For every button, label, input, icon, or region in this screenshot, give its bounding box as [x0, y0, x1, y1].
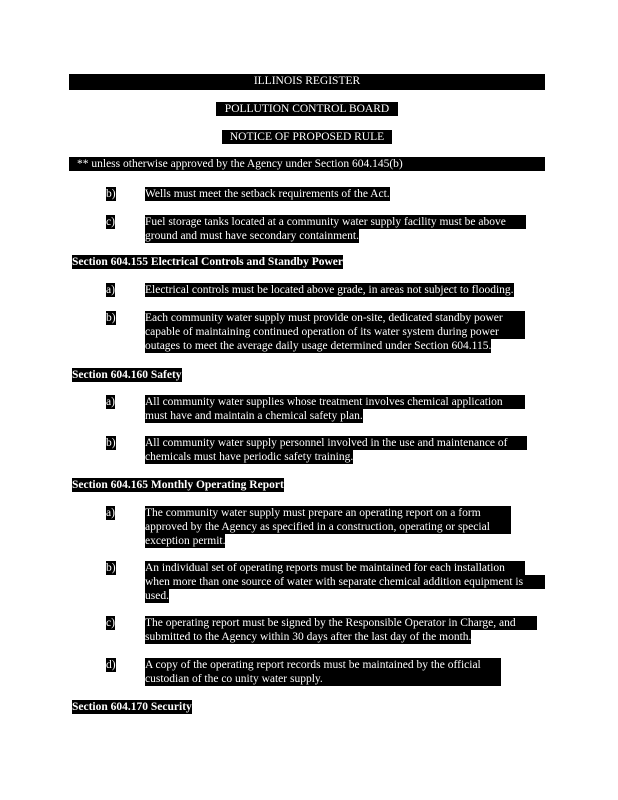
header-rule-line — [69, 88, 545, 90]
item-text: outages to meet the average daily usage determined under Section 604.115. — [145, 340, 492, 352]
item-label: a) — [106, 396, 115, 408]
section-heading: Section 604.165 Monthly Operating Report — [72, 479, 284, 491]
item-text: must have and maintain a chemical safety plan. — [145, 410, 363, 422]
item-text: when more than one source of water with separate chemical addition equipment is — [145, 575, 545, 589]
item-label: d) — [106, 659, 116, 671]
item-label: b) — [106, 312, 116, 324]
item-text: An individual set of operating reports must be maintained for each installation — [145, 561, 525, 575]
intro-line: ** unless otherwise approved by the Agency under Section 604.145(b) — [69, 157, 545, 171]
item-label: b) — [106, 562, 116, 574]
item-text: capable of maintaining continued operation of its water system during power — [145, 325, 525, 339]
item-text: Fuel storage tanks located at a community water supply facility must be above — [145, 215, 526, 229]
header-notice: NOTICE OF PROPOSED RULE — [222, 130, 392, 144]
item-text: A copy of the operating report records must be maintained by the official — [145, 658, 501, 672]
header-board: POLLUTION CONTROL BOARD — [216, 102, 398, 116]
item-text: custodian of the co unity water supply. — [145, 672, 501, 686]
item-text: The operating report must be signed by the Responsible Operator in Charge, and — [145, 616, 537, 630]
item-text: chemicals must have periodic safety training. — [145, 451, 354, 463]
item-text: Electrical controls must be located above grade, in areas not subject to flooding. — [145, 284, 514, 296]
item-text: submitted to the Agency within 30 days after the last day of the month. — [145, 631, 472, 643]
item-text: All community water supply personnel involved in the use and maintenance of — [145, 436, 527, 450]
section-heading: Section 604.160 Safety — [72, 369, 182, 381]
section-heading: Section 604.155 Electrical Controls and Standby Power — [72, 256, 343, 268]
item-text: Each community water supply must provide on-site, dedicated standby power — [145, 311, 525, 325]
item-text: Wells must meet the setback requirements of the Act. — [145, 188, 390, 200]
item-text: used. — [145, 590, 169, 602]
item-label: a) — [106, 284, 115, 296]
item-label: c) — [106, 216, 115, 228]
item-label: c) — [106, 617, 115, 629]
section-heading: Section 604.170 Security — [72, 701, 192, 713]
item-text: exception permit. — [145, 535, 226, 547]
item-text: ground and must have secondary containment. — [145, 230, 359, 242]
item-label: b) — [106, 188, 116, 200]
item-text: All community water supplies whose treatment involves chemical application — [145, 395, 525, 409]
item-label: a) — [106, 507, 115, 519]
item-label: b) — [106, 437, 116, 449]
header-register: ILLINOIS REGISTER — [253, 75, 361, 87]
item-text: approved by the Agency as specified in a construction, operating or special — [145, 520, 511, 534]
item-text: The community water supply must prepare an operating report on a form — [145, 506, 511, 520]
